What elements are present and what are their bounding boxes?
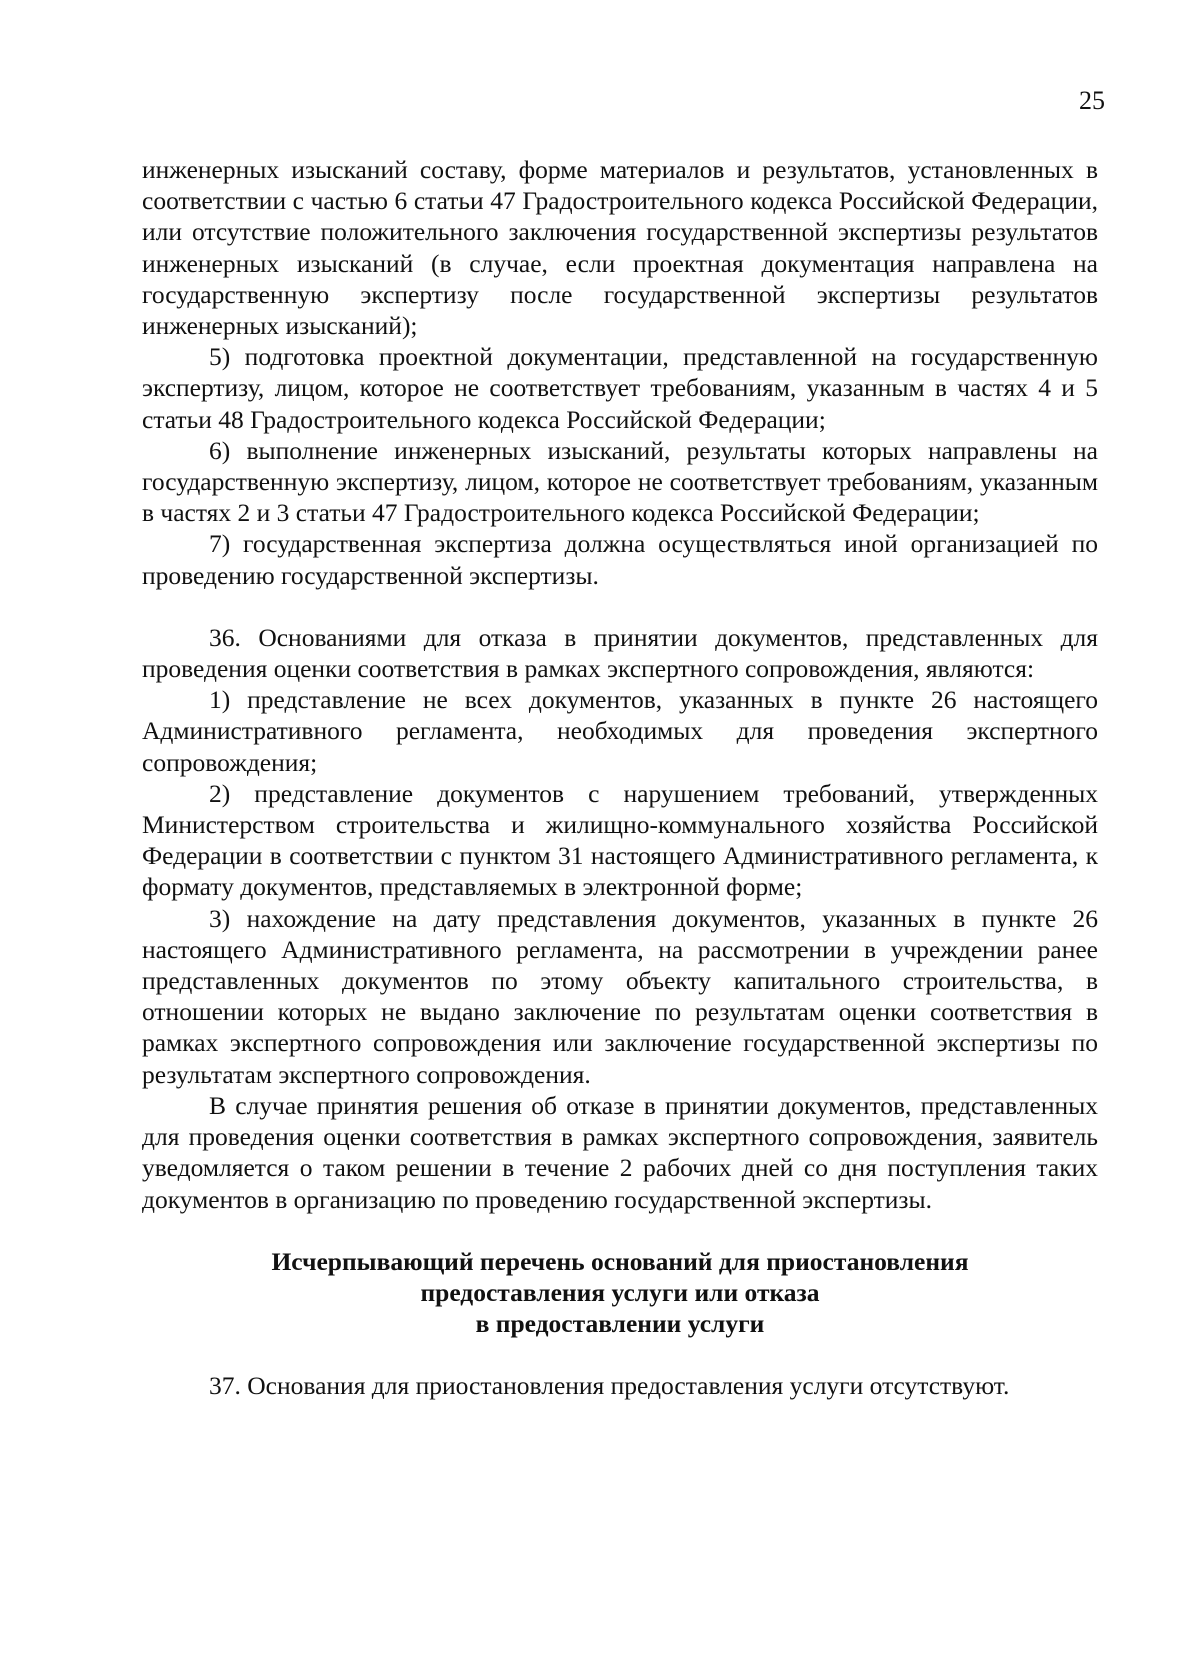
list-item-7: 7) государственная экспертиза должна осуществляться иной организацией по проведению государственной экспертизы. <box>142 529 1098 590</box>
list-item-36-3: 3) нахождение на дату представления документов, указанных в пункте 26 настоящего Административного регламента, на рассмотрении в учреждении ранее представленных документов по этому объекту капитального строительства, в отношении которых не выдано заключение по результатам оценки соответствия в рамках экспертного сопровождения или заключение государственной экспертизы по результатам экспертного сопровождения. <box>142 903 1098 1089</box>
list-item-36-2: 2) представление документов с нарушением требований, утвержденных Министерством строительства и жилищно-коммунального хозяйства Российской Федерации в соответствии с пунктом 31 настоящего Административного регламента, к формату документов, представляемых в электронной форме; <box>142 778 1098 902</box>
list-item-6: 6) выполнение инженерных изысканий, результаты которых направлены на государственную экспертизу, лицом, которое не соответствует требованиям, указанным в частях 2 и 3 статьи 47 Градостроительного кодекса Российской Федерации; <box>142 435 1098 528</box>
paragraph-refusal-notice: В случае принятия решения об отказе в принятии документов, представленных для проведения оценки соответствия в рамках экспертного сопровождения, заявитель уведомляется о таком решении в течение 2 рабочих дней со дня поступления таких документов в организацию по проведению государственной экспертизы. <box>142 1090 1098 1214</box>
page-number: 25 <box>1079 86 1105 115</box>
section-heading <box>142 1246 1098 1340</box>
section-heading-line-1: Исчерпывающий перечень оснований для приостановления <box>271 1246 969 1276</box>
paragraph-37: 37. Основания для приостановления предоставления услуги отсутствуют. <box>209 1371 1010 1401</box>
paragraph-continuation: инженерных изысканий составу, форме материалов и результатов, установленных в соответствии с частью 6 статьи 47 Градостроительного кодекса Российской Федерации, или отсутствие положительного заключения государственной экспертизы результатов инженерных изысканий (в случае, если проектная документация направлена на государственную экспертизу после государственной экспертизы результатов инженерных изысканий); <box>142 155 1098 341</box>
list-item-36-1: 1) представление не всех документов, указанных в пункте 26 настоящего Административного регламента, необходимых для проведения экспертного сопровождения; <box>142 685 1098 777</box>
section-heading-line-3: в предоставлении услуги <box>475 1309 765 1339</box>
paragraph-gap <box>142 591 1098 622</box>
section-heading-line-2: предоставления услуги или отказа <box>420 1277 820 1307</box>
document-body <box>142 154 1098 1402</box>
list-item-5: 5) подготовка проектной документации, представленной на государственную экспертизу, лицом, которое не соответствует требованиям, указанным в частях 4 и 5 статьи 48 Градостроительного кодекса Российской Федерации; <box>142 342 1098 434</box>
paragraph-36: 36. Основаниями для отказа в принятии документов, представленных для проведения оценки соответствия в рамках экспертного сопровождения, являются: <box>142 622 1098 684</box>
